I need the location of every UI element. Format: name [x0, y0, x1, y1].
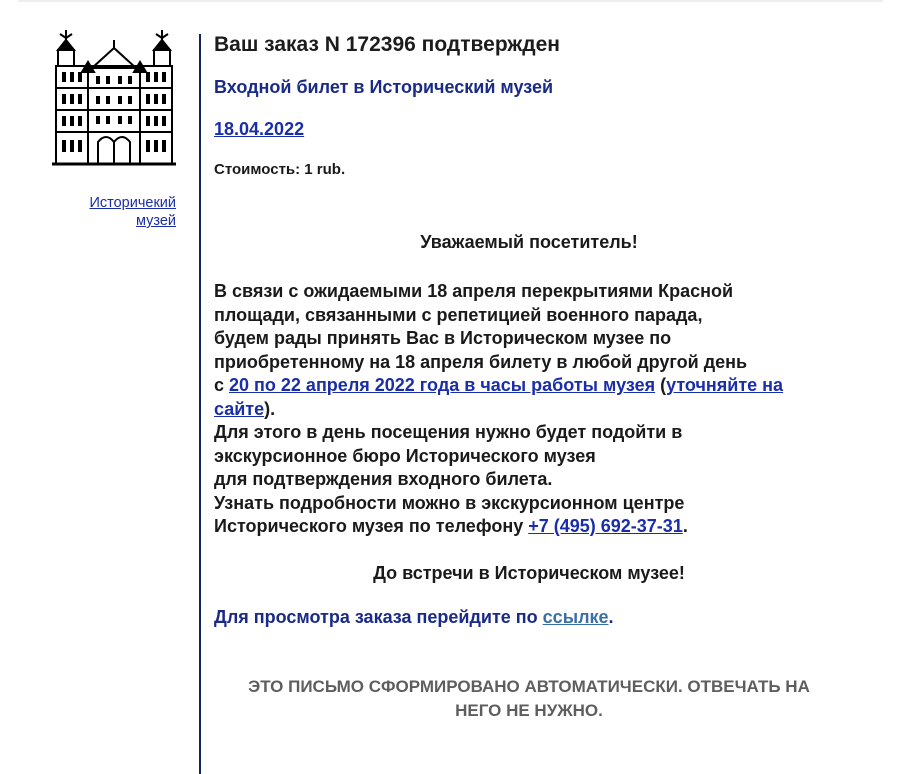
- order-title: Ваш заказ N 172396 подтвержден: [214, 33, 560, 56]
- paragraph-line: будем рады принять Вас в Историческом музее по: [214, 328, 672, 348]
- visit-date-link[interactable]: 18.04.2022: [214, 119, 305, 139]
- order-link-prefix: Для просмотра заказа перейдите по: [214, 606, 543, 627]
- paragraph-line: [214, 374, 864, 398]
- ticket-name: Входной билет в Исторический музей: [214, 77, 554, 97]
- top-divider: [18, 0, 883, 2]
- paragraph-line: Узнать подробности можно в экскурсионном центре: [214, 492, 685, 513]
- museum-site-link[interactable]: [36, 194, 176, 230]
- email-body: [214, 30, 864, 723]
- museum-link-line2[interactable]: музей: [135, 213, 176, 229]
- vertical-divider: [199, 34, 201, 774]
- museum-hours-link[interactable]: 20 по 22 апреля 2022 года в часы работы музея: [229, 375, 656, 395]
- order-link-suffix: .: [608, 606, 614, 627]
- text-suffix: ).: [264, 398, 276, 419]
- paragraph-line: приобретенному на 18 апреля билету в любой другой день: [214, 351, 748, 372]
- message-body: [214, 280, 864, 539]
- paragraph-line: В связи с ожидаемыми 18 апреля перекрытиями Красной: [214, 281, 734, 301]
- historical-museum-building-icon[interactable]: [52, 28, 176, 170]
- farewell: До встречи в Историческом музее!: [373, 562, 685, 583]
- auto-note-line2: НЕГО НЕ НУЖНО.: [455, 700, 603, 720]
- text-prefix: с: [214, 375, 230, 395]
- museum-link-line1[interactable]: Историчекий: [89, 195, 176, 211]
- auto-note-line1: ЭТО ПИСЬМО СФОРМИРОВАНО АВТОМАТИЧЕСКИ. ОТВЕЧАТЬ НА: [248, 676, 810, 696]
- view-order-link[interactable]: ссылке: [542, 606, 609, 627]
- auto-generated-note: [214, 675, 844, 723]
- paragraph-line: для подтверждения входного билета.: [214, 469, 553, 489]
- phone-link[interactable]: +7 (495) 692-37-31: [528, 516, 683, 536]
- paragraph-line: площади, связанными с репетицией военного парада,: [214, 304, 703, 325]
- check-site-link[interactable]: уточняйте на: [666, 375, 784, 395]
- greeting: Уважаемый посетитель!: [420, 232, 638, 252]
- text-paren: (: [655, 375, 667, 395]
- text-suffix: .: [682, 516, 688, 536]
- paragraph-line: [214, 398, 864, 422]
- paragraph-line: экскурсионное бюро Исторического музея: [214, 445, 596, 466]
- paragraph-line: [214, 515, 864, 539]
- text-prefix: Исторического музея по телефону: [214, 516, 529, 536]
- order-cost: Стоимость: 1 rub.: [214, 161, 346, 178]
- paragraph-line: Для этого в день посещения нужно будет подойти в: [214, 422, 683, 442]
- check-site-link-cont[interactable]: сайте: [214, 398, 265, 419]
- view-order-line: [214, 605, 864, 629]
